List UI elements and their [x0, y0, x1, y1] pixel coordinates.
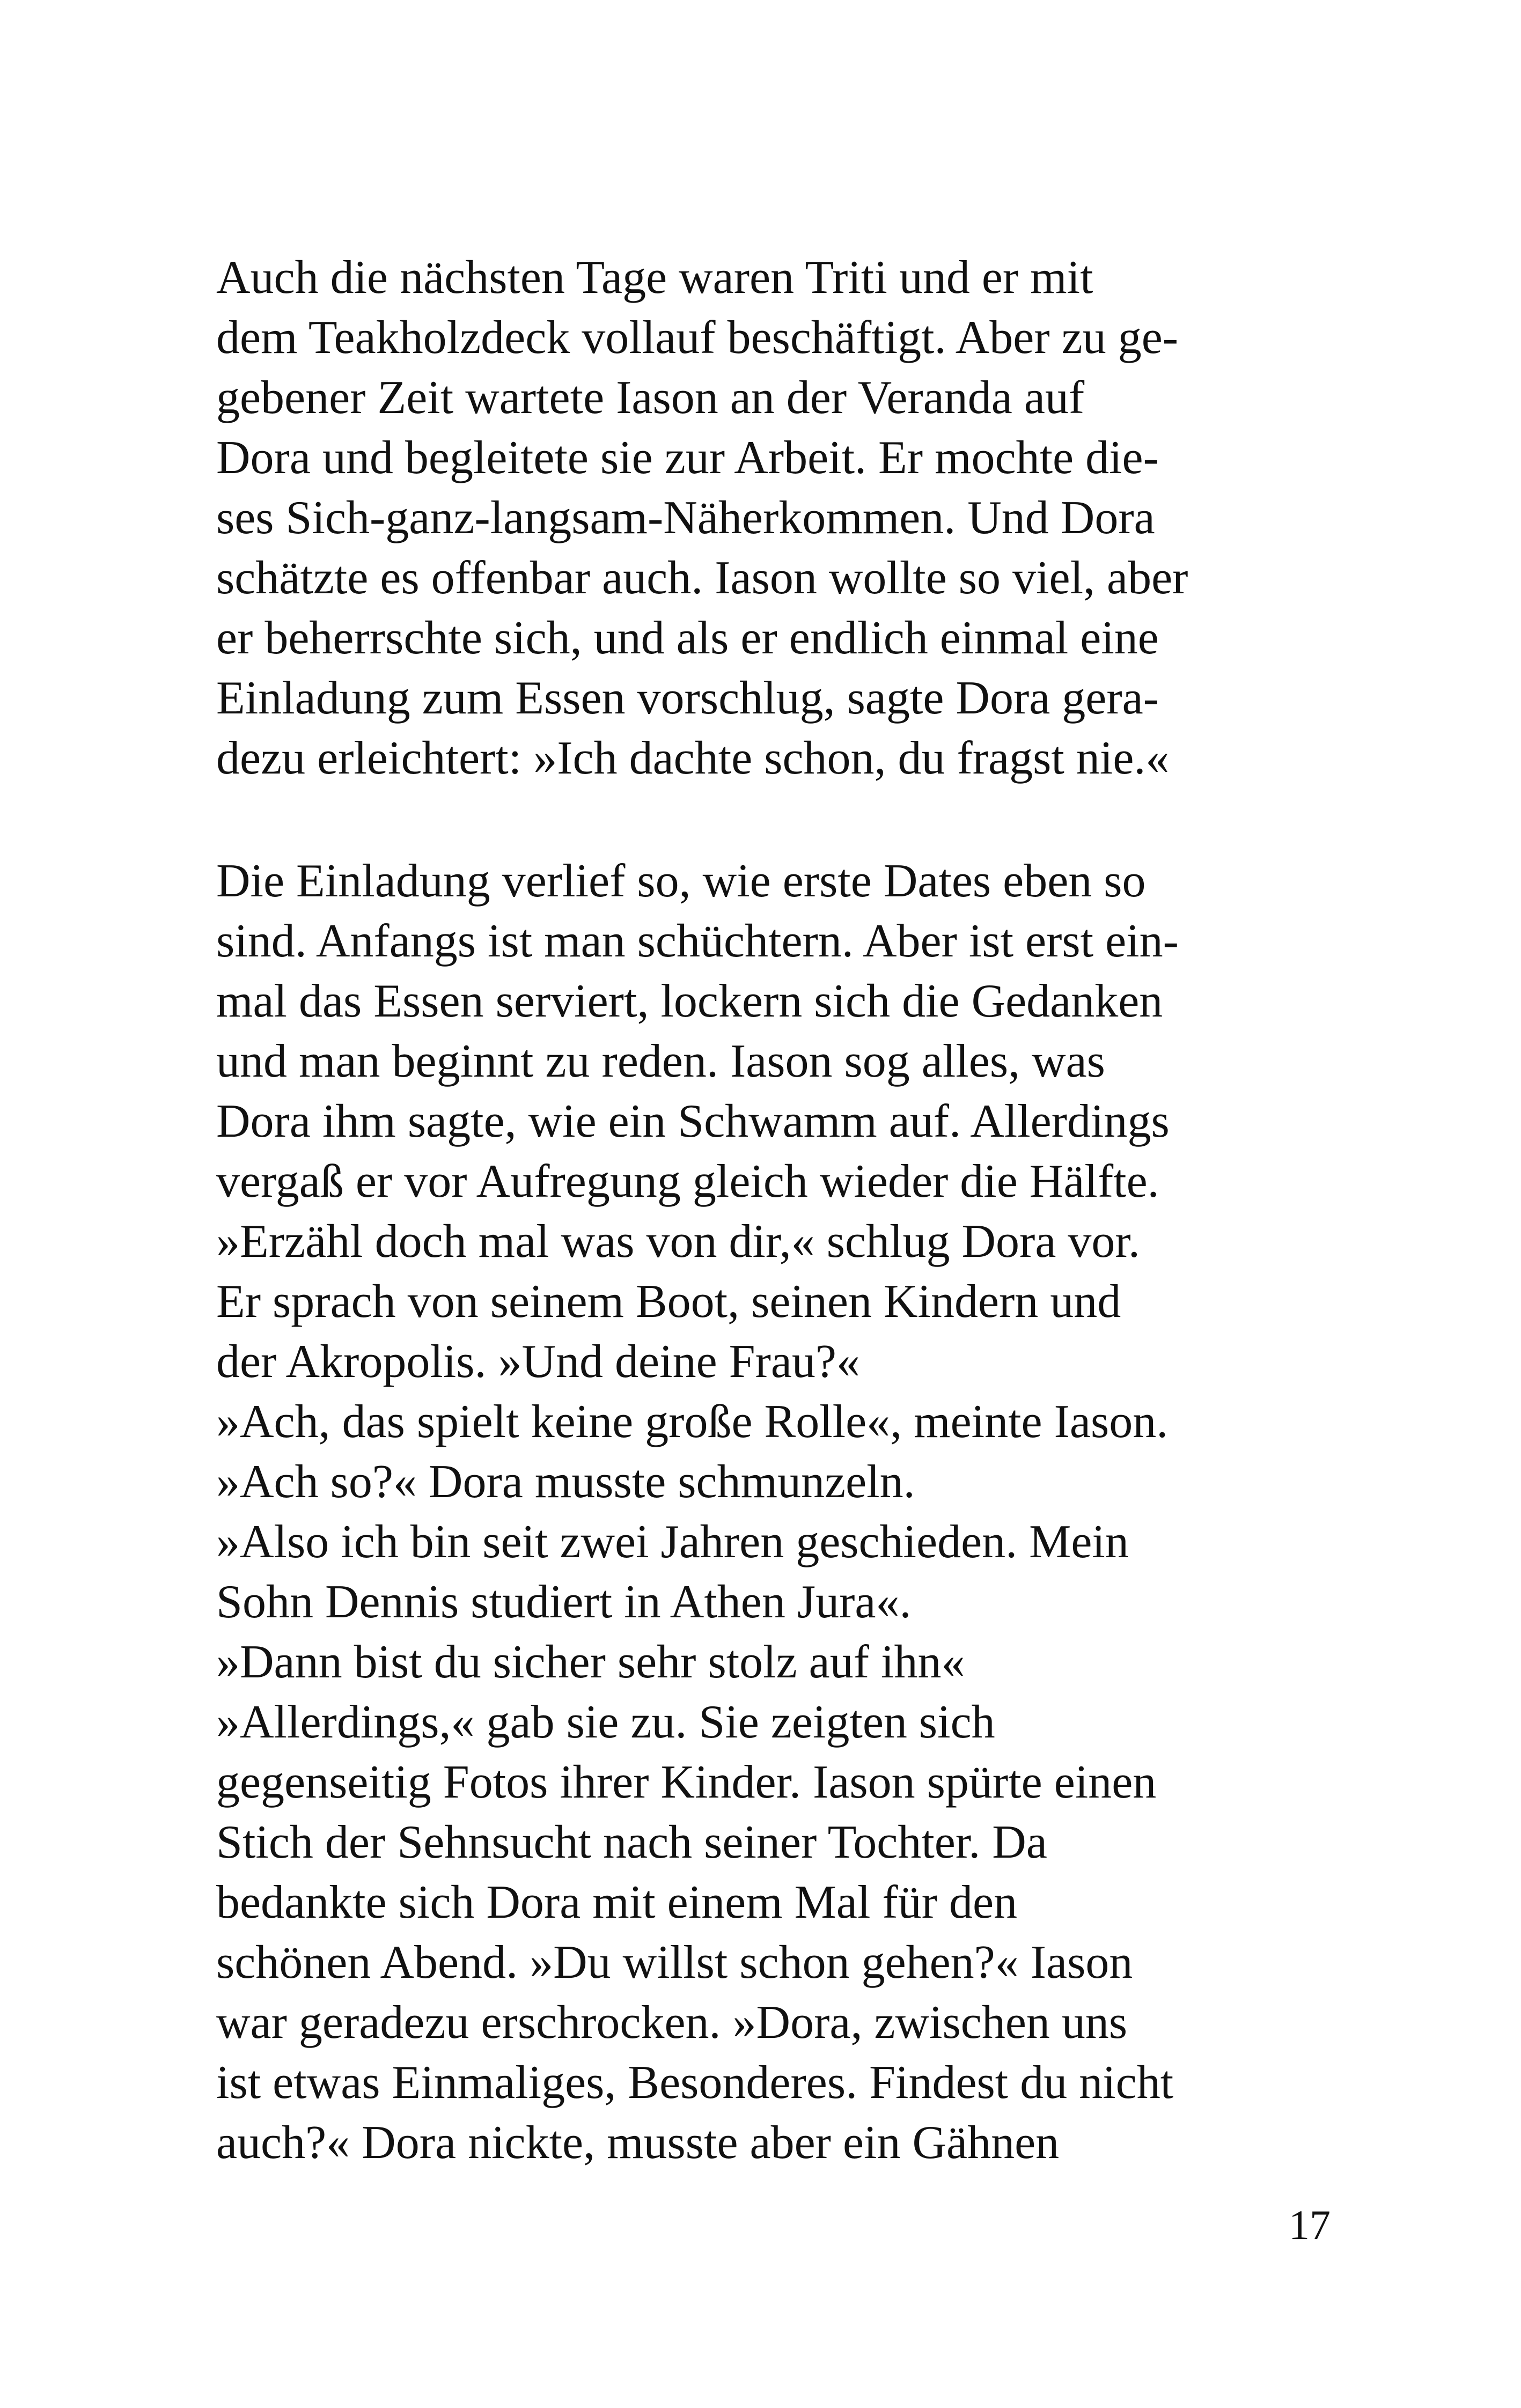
text-line: Sohn Dennis studiert in Athen Jura«.: [216, 1576, 912, 1628]
text-line: schönen Abend. »Du willst schon gehen?« Iason: [216, 1936, 1133, 1989]
text-line: auch?« Dora nickte, musste aber ein Gähnen: [216, 2117, 1060, 2169]
text-line: »Ach, das spielt keine große Rolle«, meinte Iason.: [216, 1396, 1169, 1448]
text-line: bedankte sich Dora mit einem Mal für den: [216, 1876, 1018, 1928]
text-line: ses Sich-ganz-langsam-Näherkommen. Und Dora: [216, 492, 1155, 544]
text-line: war geradezu erschrocken. »Dora, zwischen uns: [216, 1997, 1128, 2049]
page-number: 17: [1289, 2201, 1331, 2248]
text-line: mal das Essen serviert, lockern sich die Gedanken: [216, 975, 1163, 1027]
text-line: »Allerdings,« gab sie zu. Sie zeigten sich: [216, 1696, 995, 1748]
text-line: Die Einladung verlief so, wie erste Dates eben so: [216, 855, 1146, 907]
text-line: Er sprach von seinem Boot, seinen Kindern und: [216, 1276, 1121, 1328]
text-line: »Ach so?« Dora musste schmunzeln.: [216, 1456, 915, 1508]
text-line: gegenseitig Fotos ihrer Kinder. Iason spürte einen: [216, 1756, 1157, 1808]
text-line: dem Teakholzdeck vollauf beschäftigt. Aber zu ge-: [216, 312, 1179, 364]
text-line: schätzte es offenbar auch. Iason wollte so viel, aber: [216, 552, 1188, 604]
text-line: Dora und begleitete sie zur Arbeit. Er mochte die-: [216, 432, 1159, 484]
text-line: Dora ihm sagte, wie ein Schwamm auf. Allerdings: [216, 1095, 1170, 1147]
paragraph-2: [216, 851, 1354, 2173]
text-line: »Erzähl doch mal was von dir,« schlug Dora vor.: [216, 1216, 1140, 1268]
text-line: er beherrschte sich, und als er endlich einmal eine: [216, 612, 1159, 664]
text-line: »Also ich bin seit zwei Jahren geschieden. Mein: [216, 1516, 1129, 1568]
text-line: vergaß er vor Aufregung gleich wieder die Hälfte.: [216, 1155, 1159, 1207]
text-line: und man beginnt zu reden. Iason sog alles, was: [216, 1035, 1105, 1087]
text-line: Stich der Sehnsucht nach seiner Tochter. Da: [216, 1816, 1047, 1868]
text-line: gebener Zeit wartete Iason an der Veranda auf: [216, 372, 1085, 424]
text-line: der Akropolis. »Und deine Frau?«: [216, 1336, 860, 1388]
text-line: ist etwas Einmaliges, Besonderes. Findest du nicht: [216, 2057, 1174, 2109]
text-line: »Dann bist du sicher sehr stolz auf ihn«: [216, 1636, 965, 1688]
text-line: Einladung zum Essen vorschlug, sagte Dora gera-: [216, 672, 1159, 724]
text-line: Auch die nächsten Tage waren Triti und er mit: [216, 252, 1093, 304]
text-line: sind. Anfangs ist man schüchtern. Aber ist erst ein-: [216, 915, 1179, 967]
paragraph-1: [216, 248, 1354, 789]
text-line: dezu erleichtert: »Ich dachte schon, du fragst nie.«: [216, 732, 1170, 784]
